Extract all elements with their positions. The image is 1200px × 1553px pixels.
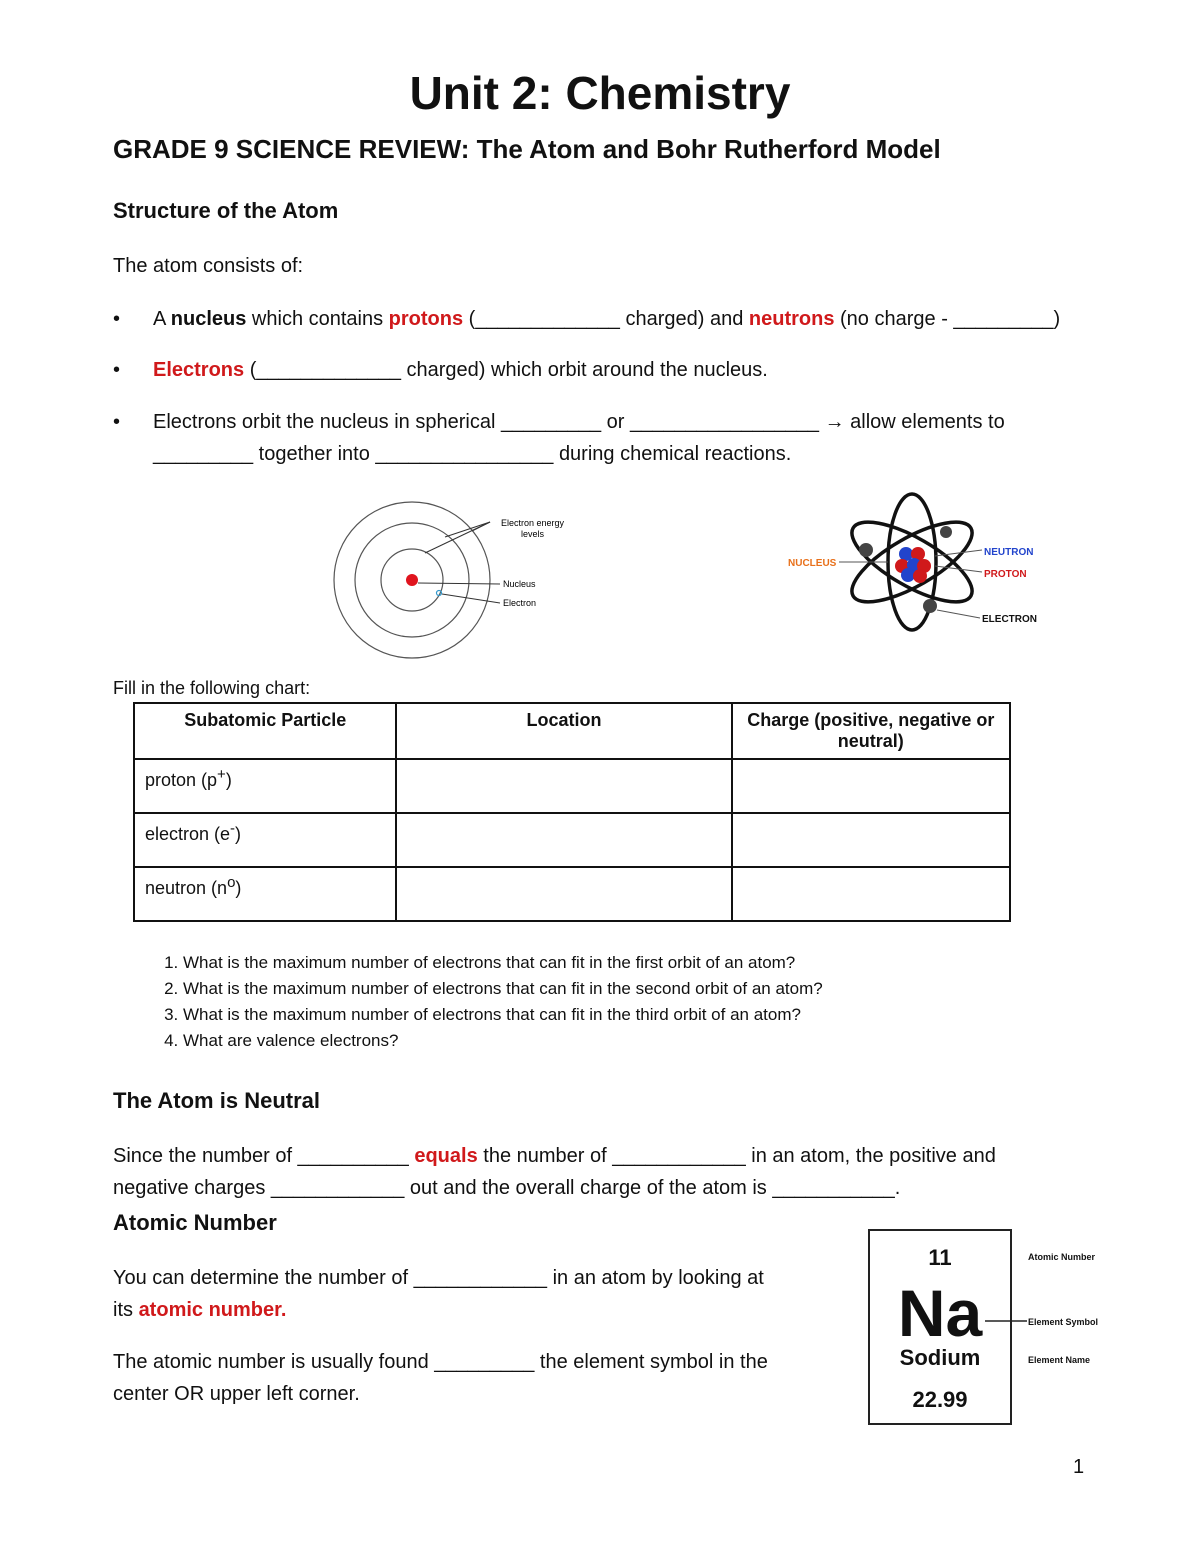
question-item: 2. What is the maximum number of electrons that can fit in the second orbit of an atom? (183, 976, 1083, 1002)
element-symbol: Na (897, 1276, 983, 1350)
question-item: 3. What is the maximum number of electrons that can fit in the third orbit of an atom? (183, 1002, 1083, 1028)
question-item: 1. What is the maximum number of electrons that can fit in the first orbit of an atom? (183, 950, 1083, 976)
table-header: Location (396, 703, 731, 759)
particle-table (133, 702, 1011, 922)
label-electron: Electron (503, 598, 537, 608)
charge-cell[interactable] (732, 867, 1010, 921)
table-row (134, 867, 1010, 921)
label-element-name: Element Name (1028, 1355, 1091, 1365)
location-cell[interactable] (396, 759, 731, 813)
label-neutron: NEUTRON (984, 547, 1034, 558)
label-nucleus: NUCLEUS (788, 558, 837, 569)
proton-ball (913, 569, 927, 583)
question-item: 4. What are valence electrons? (183, 1028, 1083, 1054)
electron-ball (923, 599, 937, 613)
label-atomic-number: Atomic Number (1028, 1252, 1096, 1262)
bullet-text: Electrons orbit the nucleus in spherical _________ or _________________ → allow elements to _________ together into ________________ during chemical reactions. (153, 411, 1005, 465)
label-nucleus: Nucleus (503, 579, 536, 589)
charge-cell[interactable] (732, 759, 1010, 813)
atomic-number-paragraph-1: You can determine the number of ____________ in an atom by looking at its atomic number. (113, 1267, 764, 1321)
section-heading-neutral: The Atom is Neutral (113, 1088, 320, 1113)
location-cell[interactable] (396, 813, 731, 867)
page-number: 1 (1073, 1456, 1085, 1478)
table-row (134, 759, 1010, 813)
nucleus-dot (406, 574, 418, 586)
element-name: Sodium (899, 1345, 981, 1370)
bullet-text: Electrons (_____________ charged) which orbit around the nucleus. (153, 359, 768, 381)
electron-ball (940, 526, 952, 538)
bohr-diagram (325, 495, 585, 665)
atom-model-diagram (785, 480, 1055, 645)
symbol-pointer-line (985, 1310, 1030, 1330)
label-element-symbol: Element Symbol (1028, 1317, 1099, 1327)
page-subtitle: GRADE 9 SCIENCE REVIEW: The Atom and Bohr Rutherford Model (113, 134, 941, 164)
bullet-text: A nucleus which contains protons (_____________ charged) and neutrons (no charge - _________) (153, 308, 1061, 330)
bullet-dot: • (113, 411, 121, 433)
neutron-ball (901, 568, 915, 582)
charge-cell[interactable] (732, 813, 1010, 867)
table-header: Subatomic Particle (134, 703, 396, 759)
table-header: Charge (positive, negative or neutral) (732, 703, 1010, 759)
label-energy-levels-2: levels (521, 529, 545, 539)
bullet-dot: • (113, 359, 121, 381)
atomic-number-paragraph-2: The atomic number is usually found _________ the element symbol in the center OR upper left corner. (113, 1351, 768, 1405)
particle-cell: neutron $(n^o)$ (134, 867, 396, 921)
table-header-row (134, 703, 1010, 759)
table-row (134, 813, 1010, 867)
element-atomic-number: 11 (928, 1245, 952, 1270)
section-heading-atomic-number: Atomic Number (113, 1210, 277, 1235)
particle-cell: electron (e-) (134, 813, 396, 867)
label-proton: PROTON (984, 569, 1027, 580)
section-heading-structure: Structure of the Atom (113, 198, 339, 223)
electron-ball (859, 543, 873, 557)
page-title: Unit 2: Chemistry (409, 67, 791, 119)
intro-text: The atom consists of: (113, 255, 304, 277)
bullet-dot: • (113, 308, 121, 330)
location-cell[interactable] (396, 867, 731, 921)
label-energy-levels: Electron energy (501, 518, 565, 528)
particle-cell: proton (p+) (134, 759, 396, 813)
neutral-paragraph: Since the number of __________ equals the number of ____________ in an atom, the positive and negative charges ____________ out and the overall charge of the atom is ___________. (113, 1145, 996, 1199)
label-electron: ELECTRON (982, 614, 1037, 625)
question-list (113, 950, 1083, 1054)
element-mass: 22.99 (912, 1387, 968, 1412)
chart-intro: Fill in the following chart: (113, 678, 311, 698)
